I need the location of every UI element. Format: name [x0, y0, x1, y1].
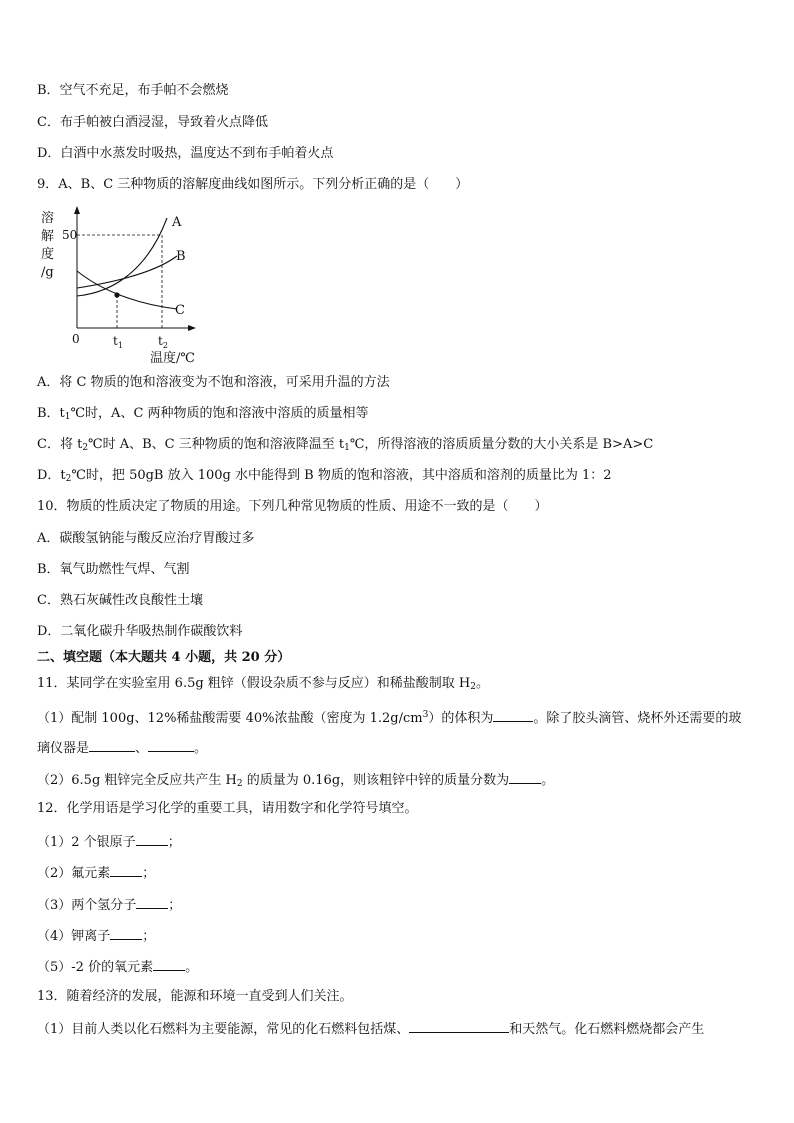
q10-option-a: A．碳酸氢钠能与酸反应治疗胃酸过多 [37, 531, 255, 546]
answer-blank[interactable] [110, 863, 142, 877]
q8-option-c: C．布手帕被白酒浸湿，导致着火点降低 [37, 115, 268, 130]
answer-blank[interactable] [110, 926, 142, 940]
q11-stem: 11．某同学在实验室用 6.5g 粗锌（假设杂质不参与反应）和稀盐酸制取 $H_2$。 [37, 676, 490, 692]
q12-item-3: （3）两个氢分子 ； [37, 895, 181, 915]
answer-blank[interactable] [136, 895, 168, 909]
q8-option-b: B．空气不充足，布手帕不会燃烧 [37, 83, 229, 98]
x-axis-arrow [188, 325, 196, 331]
y-axis-label [41, 210, 54, 280]
x-axis-label: 温度/℃ [150, 351, 195, 366]
q12-item-1: （1）2 个银原子 ； [37, 832, 181, 852]
series-c-label: C [175, 303, 185, 318]
y-label-char-2: 解 [41, 229, 55, 244]
answer-blank[interactable] [493, 708, 533, 722]
origin-label: 0 [72, 332, 80, 346]
q9-stem: 9．A、B、C 三种物质的溶解度曲线如图所示。下列分析正确的是（ ） [37, 177, 469, 192]
series-a-line [77, 218, 167, 296]
q12-item-5: （5）-2 价的氧元素 。 [37, 957, 198, 977]
q10-option-c: C．熟石灰碱性改良酸性土壤 [37, 593, 203, 608]
answer-blank[interactable] [89, 738, 135, 752]
q8-option-d: D．白酒中水蒸发时吸热，温度达不到布手帕着火点 [37, 146, 334, 161]
q12-item-2: （2）氟元素 ； [37, 863, 155, 883]
q11-part2: （2）6.5g 粗锌完全反应共产生 $H_2$ 的质量为 0.16g，则该粗锌中锌的质量分数为 。 [37, 770, 554, 793]
q9-option-b: B．$t_1℃$时，A、C 两种物质的饱和溶液中溶质的质量相等 [37, 406, 369, 422]
q13-part1: （1）目前人类以化石燃料为主要能源，常见的化石燃料包括煤、 和天然气。化石燃料燃烧都会产生 [37, 1019, 704, 1039]
section-heading: 二、填空题（本大题共 4 小题，共 20 分） [37, 650, 291, 665]
answer-blank[interactable] [509, 770, 541, 784]
y-label-char-3: 度 [41, 247, 55, 262]
q12-item-4: （4）钾离子 ； [37, 926, 155, 946]
x-tick-t1: $t_1$ [113, 334, 123, 350]
y-axis-arrow [74, 206, 80, 214]
series-b-label: B [176, 249, 186, 264]
q10-option-b: B．氧气助燃性气焊、气割 [37, 562, 190, 577]
answer-blank[interactable] [136, 832, 168, 846]
q9-option-c: C．将 $t_2℃$时 A、B、C 三种物质的饱和溶液降温至 $t_1℃$，所得溶液的溶质质量分数的大小关系是 B>A>C [37, 437, 654, 453]
q9-option-a: A．将 C 物质的饱和溶液变为不饱和溶液，可采用升温的方法 [37, 375, 390, 390]
answer-blank[interactable] [148, 738, 194, 752]
x-tick-t2: $t_2$ [158, 334, 168, 350]
q13-stem: 13．随着经济的发展，能源和环境一直受到人们关注。 [37, 989, 353, 1004]
answer-blank[interactable] [153, 957, 185, 971]
y-label-char-1: 溶 [41, 211, 55, 226]
q10-option-d: D．二氧化碳升华吸热制作碳酸饮料 [37, 624, 243, 639]
intersection-point [114, 292, 119, 297]
y-label-char-4: /g [41, 265, 54, 280]
solubility-chart [37, 206, 207, 366]
q9-option-d: D．$t_2℃$时，把 50gB 放入 100g 水中能得到 B 物质的饱和溶液，其中溶质和溶剂的质量比为 1：2 [37, 468, 612, 484]
q11-part1-continued: 璃仪器是 、 。 [37, 738, 207, 758]
series-a-label: A [172, 215, 182, 230]
q12-stem: 12．化学用语是学习化学的重要工具，请用数字和化学符号填空。 [37, 801, 418, 816]
q10-stem: 10．物质的性质决定了物质的用途。下列几种常见物质的性质、用途不一致的是（ ） [37, 499, 548, 514]
q11-part1: （1）配制 100g、12%稀盐酸需要 40%浓盐酸（密度为 $1.2g/cm^3$）的体积为 。除了胶头滴管、烧杯外还需要的玻 [37, 710, 742, 726]
answer-blank[interactable] [409, 1019, 509, 1033]
y-tick-50: 50 [62, 228, 78, 242]
